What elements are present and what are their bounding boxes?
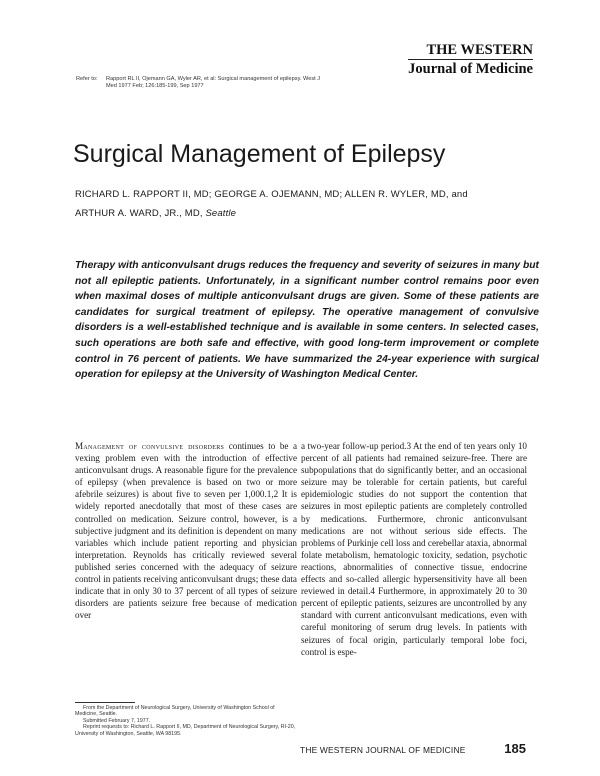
reference-label: Refer to: bbox=[76, 76, 98, 82]
body-column-left bbox=[75, 440, 297, 621]
page-number: 185 bbox=[504, 741, 526, 756]
left-column-text: continues to be a vexing problem even with the introduction of effective anticonvulsant drugs. A reasonable figure for the prevalence of epilepsy (when prevalence is based on two or more afebrile seizures) is about five to seven per 1,000.1,2 It is widely reported anecdotally that most of these cases are controlled on medication. Seizure control, however, is a subjective judgment and its definition is dependent on many variables which include patient reporting and physician interpretation. Reynolds has critically reviewed several published series concerned with the adequacy of seizure control in patients receiving anticonvulsant drugs; these data indicate that in only 30 to 37 percent of all types of seizure disorders are patients seizure free because of medication over bbox=[75, 441, 297, 621]
citation-reference bbox=[76, 76, 326, 89]
reference-text: Rapport RL II, Ojemann GA, Wyler AR, et al: Surgical management of epilepsy. West J Med 1977 Feb; 126:185-199, Sep 1977 bbox=[106, 76, 321, 89]
journal-name-line2: Journal of Medicine bbox=[408, 61, 533, 77]
authors-line-2 bbox=[75, 204, 535, 223]
journal-masthead bbox=[408, 42, 533, 78]
footnotes bbox=[75, 705, 297, 737]
journal-name-line1: THE WESTERN bbox=[426, 42, 533, 58]
footnote-reprint: Reprint requests to: Richard L. Rapport II, MD, Department of Neurological Surgery, RI-20, University of Washington, Seattle, WA 98195. bbox=[75, 724, 296, 737]
article-title: Surgical Management of Epilepsy bbox=[73, 140, 446, 168]
footnote-submitted: Submitted February 7, 1977. bbox=[83, 717, 151, 724]
page-footer bbox=[300, 741, 526, 756]
body-column-right: a two-year follow-up period.3 At the end of ten years only 10 percent of all patients had remained seizure-free. There are subpopulations that do significantly better, and an occasional seizure may be tolerable for certain patients, but careful epidemiologic studies do not support the contention that seizures in most epileptic patients are completely controlled by medications. Furthermore, chronic anticonvulsant medications are not without serious side effects. The problems of Purkinje cell loss and cerebellar ataxia, abnormal folate metabolism, hematologic toxicity, sedation, psychotic reactions, abnormalities of connective tissue, endocrine effects and so-called allergic hypersensitivity have all been reviewed in detail.4 Furthermore, in approximately 20 to 30 percent of epileptic patients, seizures are uncontrolled by any standard with current anticonvulsant medications, even with careful monitoring of serum drug levels. In patients with seizures of focal origin, particularly temporal lobe foci, control is espe- bbox=[301, 441, 527, 657]
author-list bbox=[75, 185, 535, 223]
authors-line-2-names: ARTHUR A. WARD, JR., MD, bbox=[75, 208, 203, 219]
abstract: Therapy with anticonvulsant drugs reduces the frequency and severity of seizures in many but not all epileptic patients. Unfortunately, in a significant number control remains poor even when maximal doses of multiple anticonvulsant drugs are given. Some of these patients are candidates for surgical treatment of epilepsy. The operative management of convulsive disorders is a well-established technique and is available in some centers. In selected cases, such operations are both safe and effective, with good long-term improvement or complete control in 76 percent of patients. We have summarized the 24-year experience with surgical operation for epilepsy at the University of Washington Medical Center. bbox=[75, 260, 539, 381]
lead-in-text: Management of convulsive disorders bbox=[75, 441, 225, 451]
footnote-affiliation: From the Department of Neurological Surgery, University of Washington School of Medicine, Seattle. bbox=[75, 705, 275, 718]
footer-journal-name: THE WESTERN JOURNAL OF MEDICINE bbox=[300, 745, 466, 755]
author-location: Seattle bbox=[205, 208, 237, 219]
authors-line-1: RICHARD L. RAPPORT II, MD; GEORGE A. OJEMANN, MD; ALLEN R. WYLER, MD, and bbox=[75, 189, 468, 200]
footnote-divider bbox=[75, 702, 135, 703]
